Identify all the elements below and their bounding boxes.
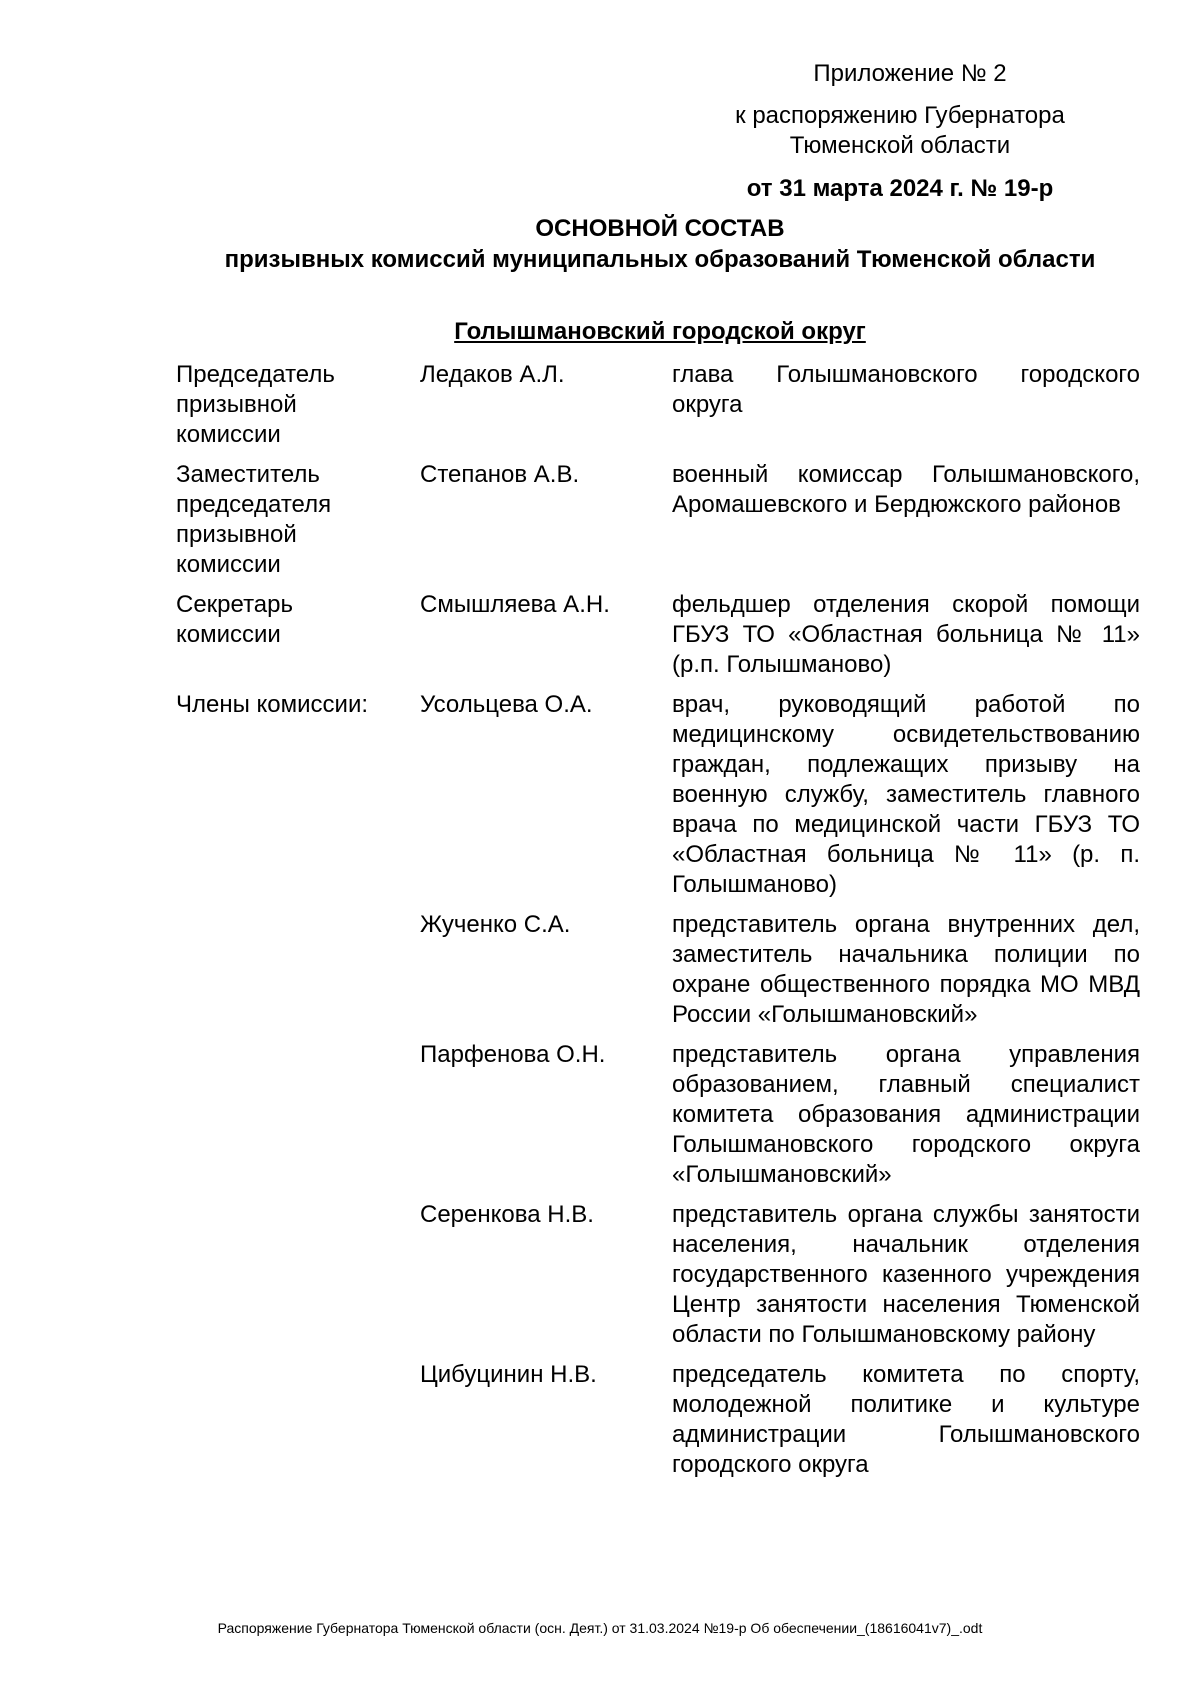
document-footer: Распоряжение Губернатора Тюменской области (осн. Деят.) от 31.03.2024 №19-р Об обеспечении_(18616041v7)_.odt <box>217 1620 983 1636</box>
order-reference-line1: к распоряжению Губернатора <box>735 102 1065 129</box>
member-row <box>176 1040 1140 1200</box>
member-name: Серенкова Н.В. <box>420 1201 594 1228</box>
member-row <box>176 360 1140 460</box>
member-name: Смышляева А.Н. <box>420 591 610 618</box>
document-subtitle: призывных комиссий муниципальных образований Тюменской области <box>224 246 1096 273</box>
member-position: глава Голышмановского городского округа <box>672 361 1140 418</box>
member-role <box>176 1200 420 1360</box>
member-position: представитель органа службы занятости населения, начальник отделения государственного казенного учреждения Центр занятости населения Тюменской области по Голышмановскому району <box>672 1201 1140 1348</box>
member-role: Заместитель председателя призывной комиссии <box>176 461 332 578</box>
member-name: Усольцева О.А. <box>420 691 593 718</box>
order-date-number: от 31 марта 2024 г. № 19-р <box>746 175 1054 202</box>
member-position: врач, руководящий работой по медицинскому освидетельствованию граждан, подлежащих призыву на военную службу, заместитель главного врача по медицинской части ГБУЗ ТО «Областная больница № 11» (р. п. Голышманово) <box>672 691 1140 898</box>
order-reference-line2: Тюменской области <box>789 132 1011 159</box>
member-role: Члены комиссии: <box>176 691 369 718</box>
member-row <box>176 910 1140 1040</box>
member-name: Цибуцинин Н.В. <box>420 1361 597 1388</box>
member-position: фельдшер отделения скорой помощи ГБУЗ ТО «Областная больница № 11» (р.п. Голышманово) <box>672 591 1140 678</box>
appendix-label: Приложение № 2 <box>813 60 1007 87</box>
member-role: Секретарь комиссии <box>176 591 293 648</box>
member-row <box>176 1200 1140 1360</box>
member-name: Парфенова О.Н. <box>420 1041 606 1068</box>
member-role <box>176 1040 420 1200</box>
member-position: председатель комитета по спорту, молодежной политике и культуре администрации Голышмановского городского округа <box>672 1361 1140 1478</box>
district-heading: Голышмановский городской округ <box>454 318 866 345</box>
member-row <box>176 590 1140 690</box>
member-role: Председатель призывной комиссии <box>176 361 335 448</box>
member-position: представитель органа управления образованием, главный специалист комитета образования администрации Голышмановского городского округа «Голышмановский» <box>672 1041 1140 1188</box>
member-name: Степанов А.В. <box>420 461 580 488</box>
document-title: ОСНОВНОЙ СОСТАВ <box>535 215 785 242</box>
member-name: Ледаков А.Л. <box>420 361 565 388</box>
member-row <box>176 1360 1140 1490</box>
member-row <box>176 690 1140 910</box>
members-list <box>176 360 1140 1490</box>
member-row <box>176 460 1140 590</box>
member-position: военный комиссар Голышмановского, Аромашевского и Бердюжского районов <box>672 461 1140 518</box>
member-name: Жученко С.А. <box>420 911 571 938</box>
member-role <box>176 1360 420 1490</box>
member-role <box>176 910 420 1040</box>
member-position: представитель органа внутренних дел, заместитель начальника полиции по охране общественного порядка МО МВД России «Голышмановский» <box>672 911 1140 1028</box>
commission-members-table <box>176 360 1140 1490</box>
